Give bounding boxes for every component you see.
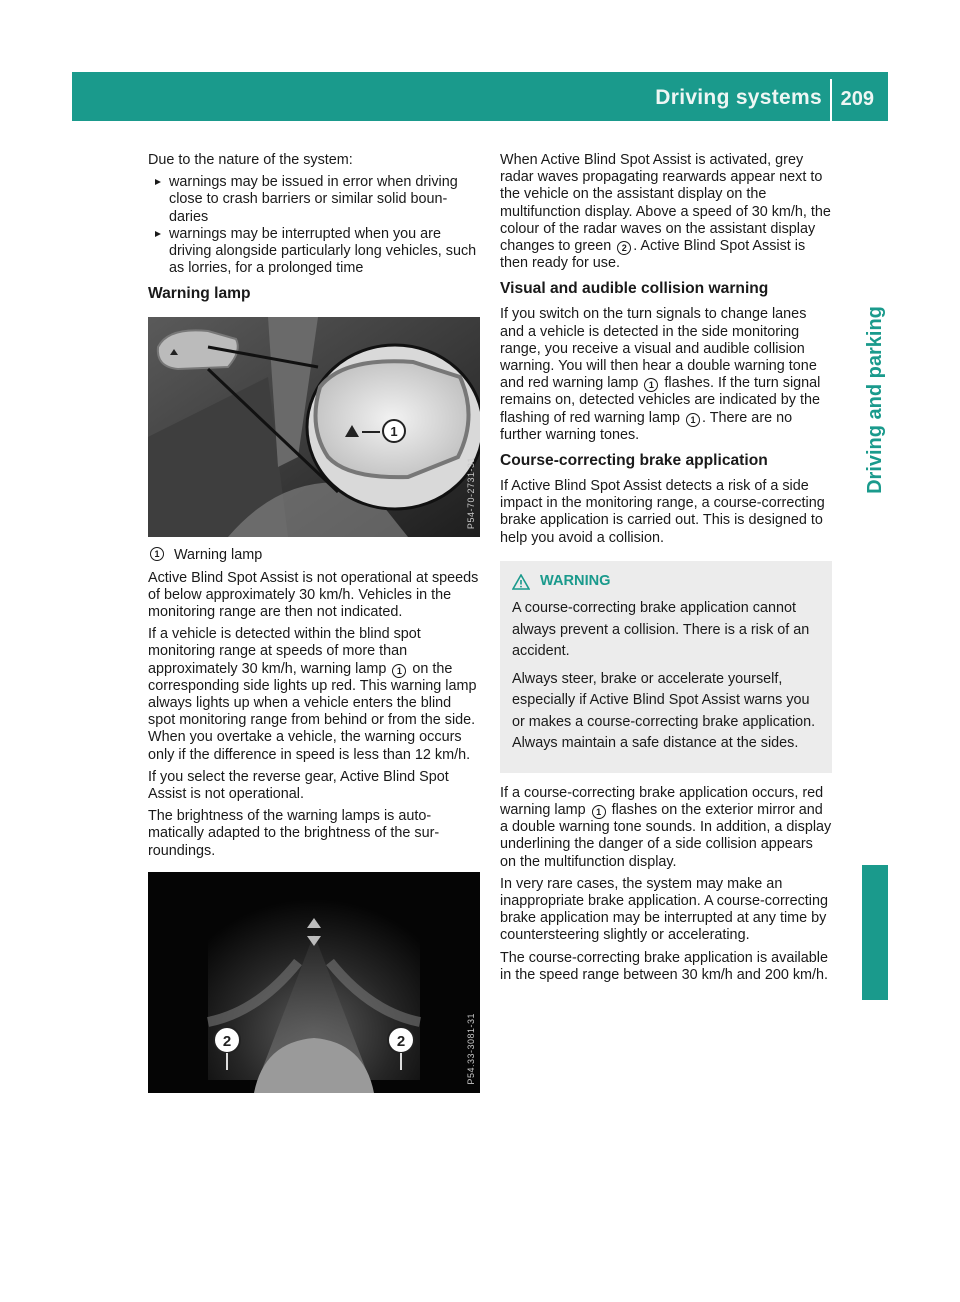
left-column xyxy=(148,152,480,1103)
text-span: flashes. If the turn signal remains on, detected vehicles are indicated by the flashing of red warning lamp xyxy=(500,375,821,426)
figure2-callout-left: 2 xyxy=(222,1032,232,1050)
figure2-code: P54.33-3081-31 xyxy=(466,1013,476,1085)
warning-label: WARNING xyxy=(540,572,611,589)
page-number: 209 xyxy=(840,88,874,110)
paragraph: Active Blind Spot Assist is not operational at speeds of below approximately 30 km/h. Vehicles in the monitoring range are then not indicated. xyxy=(148,569,479,621)
text-span: If a vehicle is detected within the blind spot monitoring range at speeds of more than approximately 30 km/h, warning lamp xyxy=(148,626,421,677)
heading-course-correcting: Course-correcting brake application xyxy=(500,452,768,470)
figure1-callout: 1 xyxy=(390,424,398,440)
callout-number: 1 xyxy=(150,547,164,561)
callout-number: 1 xyxy=(686,413,700,427)
callout-number: 1 xyxy=(592,805,606,819)
thumb-index-block xyxy=(862,865,888,1000)
text-span: . There are no further warning tones. xyxy=(500,409,793,443)
text-span: . Active Blind Spot Assist is then ready for use. xyxy=(500,238,806,272)
bullet-list xyxy=(148,174,480,277)
intro-text: Due to the nature of the system: xyxy=(148,152,353,168)
chapter-tab xyxy=(862,300,888,500)
chapter-tab-label: Driving and parking xyxy=(864,306,886,494)
figure1-legend xyxy=(148,547,480,564)
display-illustration xyxy=(148,872,480,1093)
warning-text: A course-correcting brake application cannot always prevent a collision. There is a risk of an accident. xyxy=(512,600,810,660)
warning-title xyxy=(512,571,820,593)
mirror-illustration xyxy=(148,317,480,537)
legend-text: Warning lamp xyxy=(174,547,263,564)
callout-number: 1 xyxy=(644,378,658,392)
text-span: When Active Blind Spot Assist is activated, grey radar waves propagating rearwards appear next to the vehicle on the assistant display on the multifunction display. Above a speed of 30 km/h, the colour of the radar waves on the assistant display changes to green xyxy=(500,152,831,255)
paragraph-rare: In very rare cases, the system may make an inappropriate brake application. A course-correcting brake application may be interrupted at any time by countersteering slightly or accelerating. xyxy=(500,875,828,944)
paragraph-visual xyxy=(500,306,832,444)
paragraph-range: The course-correcting brake application is available in the speed range between 30 km/h and 200 km/h. xyxy=(500,949,829,983)
header-bar xyxy=(72,72,888,121)
list-item: warnings may be interrupted when you are driving alongside particularly long vehicles, such as lorries, for a prolonged time xyxy=(148,226,480,278)
figure1-code: P54-70-2731-31 xyxy=(466,457,476,530)
paragraph-active xyxy=(500,152,832,272)
text-span: If a course-correcting brake application occurs, red warning lamp xyxy=(500,784,824,819)
text-span: If you switch on the turn signals to change lanes and a vehicle is detected in the side monitoring range, you receive a visual and audible collision warning. You will then hear a double warning tone and red warning lamp xyxy=(500,306,817,392)
paragraph-after xyxy=(500,785,832,871)
header-divider xyxy=(830,79,832,121)
list-item: warnings may be issued in error when driving close to crash barriers or similar solid boundaries xyxy=(148,174,480,226)
figure2-callout-right: 2 xyxy=(396,1032,406,1050)
warning-text: Always steer, brake or accelerate yourself, especially if Active Blind Spot Assist warns you or makes a course-correcting brake application. Always maintain a safe distance at the sides. xyxy=(512,670,816,752)
paragraph-course: If Active Blind Spot Assist detects a risk of a side impact in the monitoring range, a course-correcting brake application is carried out. This is designed to help you avoid a collision. xyxy=(500,478,825,546)
heading-visual-warning: Visual and audible collision warning xyxy=(500,280,769,298)
warning-triangle-icon xyxy=(512,574,530,590)
paragraph: If you select the reverse gear, Active Blind Spot Assist is not operational. xyxy=(148,768,449,803)
section-title: Driving systems xyxy=(655,86,822,109)
callout-number: 1 xyxy=(392,664,406,678)
assistant-display-image xyxy=(148,872,480,1093)
paragraph-detect xyxy=(148,626,480,764)
paragraph: The brightness of the warning lamps is automatically adapted to the brightness of the surroundings. xyxy=(148,808,440,859)
text-span: flashes on the exterior mirror and a double warning tone sounds. In addition, a display underlining the danger of a side collision appears on the multifunction display. xyxy=(500,802,832,870)
text-span: on the corresponding side lights up red. This warning lamp always lights up when a vehicle enters the blind spot monitoring range from behind or from the side. When you overtake a vehicle, the warning occurs only if the difference in speed is less than 12 km/h. xyxy=(148,660,477,763)
warning-box xyxy=(500,561,832,773)
heading-warning-lamp: Warning lamp xyxy=(148,285,251,303)
mirror-warning-lamp-image xyxy=(148,317,480,537)
right-column xyxy=(500,152,832,989)
callout-number: 2 xyxy=(617,241,631,255)
